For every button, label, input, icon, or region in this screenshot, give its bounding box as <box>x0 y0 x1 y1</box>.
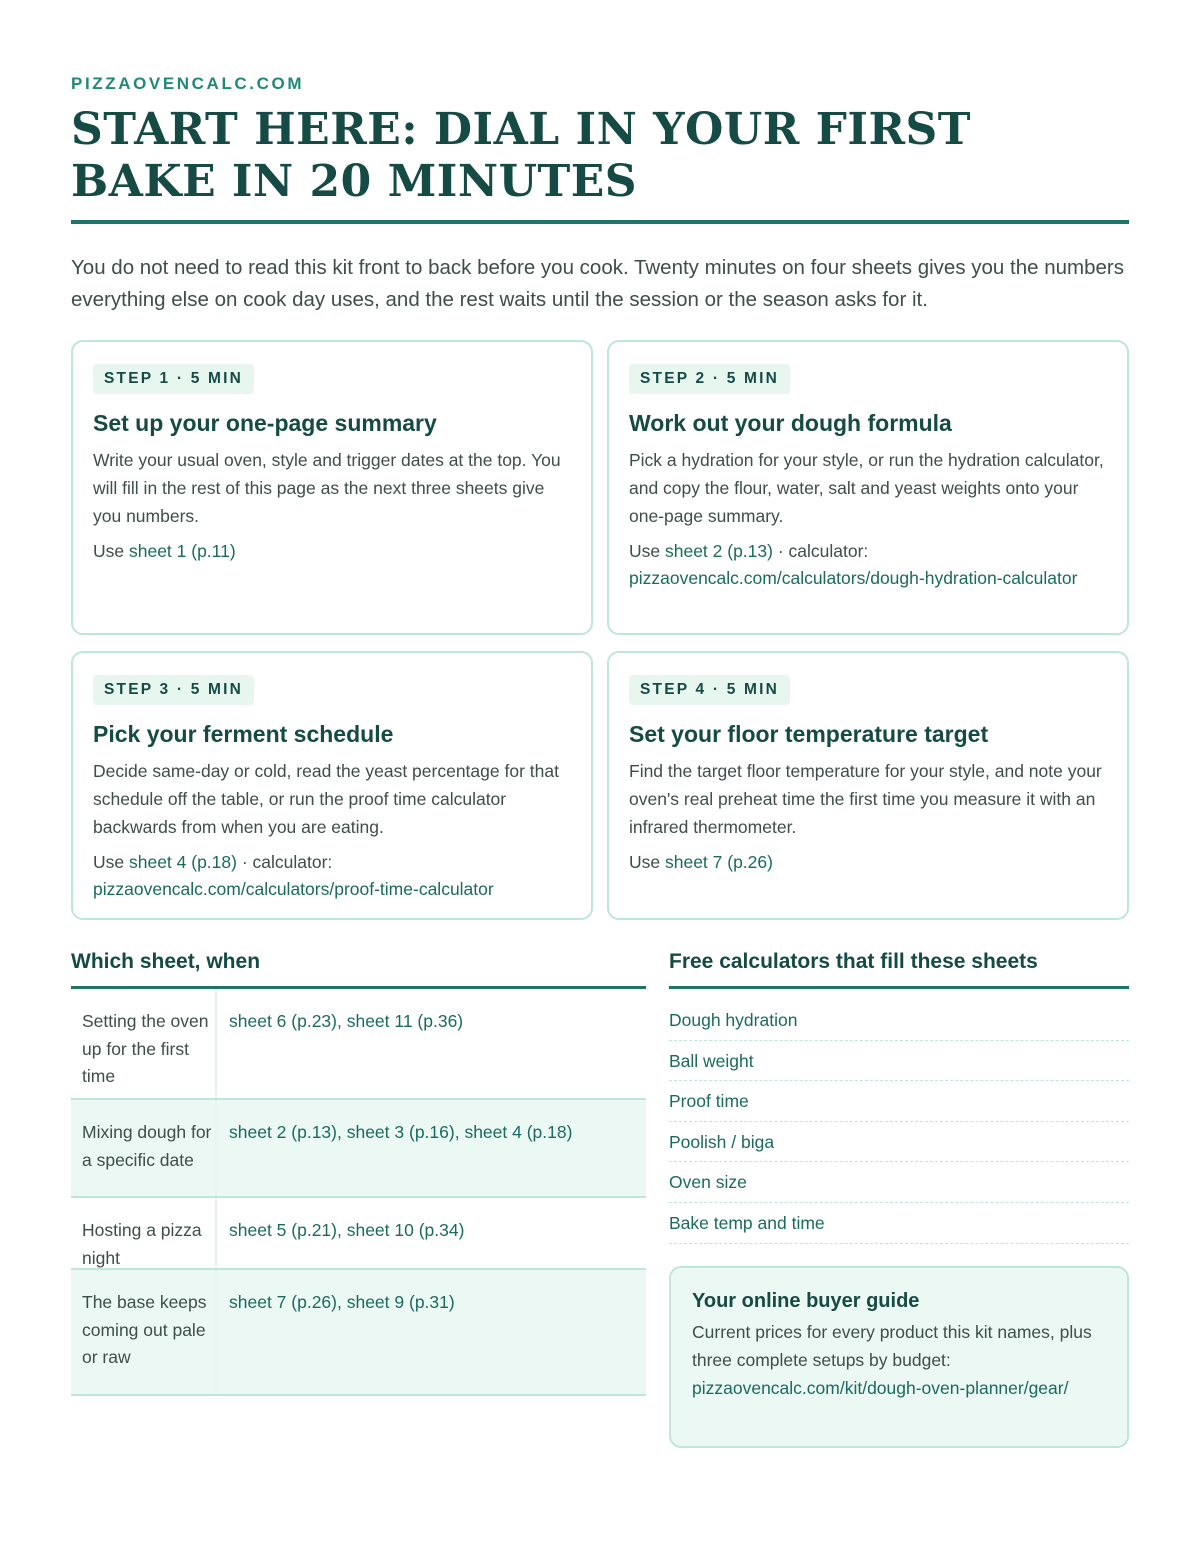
column-divider <box>215 1270 217 1394</box>
sheet-link[interactable]: sheet 4 (p.18) <box>128 852 237 872</box>
sheet-links: sheet 6 (p.23), sheet 11 (p.36) <box>229 1011 464 1031</box>
sheet-links: sheet 7 (p.26), sheet 9 (p.31) <box>229 1292 455 1312</box>
table-row <box>71 1100 646 1198</box>
use-prefix: Use <box>93 541 129 561</box>
situation-label: Hosting a pizza night <box>82 1220 202 1268</box>
calculator-prefix: · calculator: <box>772 541 869 561</box>
use-prefix: Use <box>629 541 665 561</box>
sheet-link[interactable]: sheet 3 (p.16) <box>346 1122 455 1142</box>
situation-label: Mixing dough for a specific date <box>82 1122 212 1170</box>
sheet-link[interactable]: sheet 7 (p.26) <box>664 852 773 872</box>
step-reference <box>629 538 1107 591</box>
page-title: START HERE: DIAL IN YOUR FIRST BAKE IN 20 MINUTES <box>71 104 972 207</box>
step-card-4 <box>607 651 1129 920</box>
column-divider <box>215 1198 217 1268</box>
sheet-link[interactable]: sheet 6 (p.23) <box>229 1011 337 1031</box>
calculator-link[interactable]: pizzaovencalc.com/calculators/proof-time-calculator <box>93 878 494 899</box>
step-title: Set your floor temperature target <box>629 721 989 747</box>
step-description: Find the target floor temperature for your style, and note your oven's real preheat time the first time you measure it with an infrared thermometer. <box>629 761 1102 837</box>
step-reference <box>93 538 571 565</box>
buyer-guide-description: Current prices for every product this kit names, plus three complete setups by budget: <box>692 1322 1092 1370</box>
buyer-guide-box <box>669 1266 1129 1448</box>
sheet-link[interactable]: sheet 2 (p.13) <box>664 541 773 561</box>
table-row <box>71 1198 646 1270</box>
calculator-link-dough-hydration[interactable]: Dough hydration <box>669 1000 1129 1041</box>
sheet-link[interactable]: sheet 2 (p.13) <box>229 1122 337 1142</box>
calculator-link-proof-time[interactable]: Proof time <box>669 1081 1129 1122</box>
intro-text: You do not need to read this kit front to back before you cook. Twenty minutes on four sheets gives you the numbers everything else on cook day uses, and the rest waits until the session or the season asks for it. <box>71 256 1124 311</box>
situation-label: The base keeps coming out pale or raw <box>82 1292 207 1367</box>
step-reference <box>93 849 571 902</box>
step-badge: STEP 2 · 5 MIN <box>629 364 790 394</box>
sheet-links: sheet 5 (p.21), sheet 10 (p.34) <box>229 1220 465 1240</box>
step-description: Pick a hydration for your style, or run the hydration calculator, and copy the flour, water, salt and yeast weights onto your one-page summary. <box>629 450 1104 526</box>
calculator-link-bake-temp[interactable]: Bake temp and time <box>669 1203 1129 1244</box>
which-sheet-table <box>71 989 646 1396</box>
buyer-guide-title: Your online buyer guide <box>692 1290 920 1312</box>
buyer-guide-link[interactable]: pizzaovencalc.com/kit/dough-oven-planner/gear/ <box>692 1378 1069 1398</box>
step-card-1 <box>71 340 593 635</box>
calculators-divider <box>669 986 1129 989</box>
sheet-links: sheet 2 (p.13), sheet 3 (p.16), sheet 4 (p.18) <box>229 1122 573 1142</box>
sheet-link[interactable]: sheet 10 (p.34) <box>346 1220 465 1240</box>
sheet-link[interactable]: sheet 7 (p.26) <box>229 1292 337 1312</box>
buyer-guide-text <box>692 1318 1107 1402</box>
step-badge: STEP 3 · 5 MIN <box>93 675 254 705</box>
step-badge: STEP 4 · 5 MIN <box>629 675 790 705</box>
calculators-heading: Free calculators that fill these sheets <box>669 950 1038 973</box>
step-title: Work out your dough formula <box>629 410 952 436</box>
use-prefix: Use <box>629 852 665 872</box>
table-row <box>71 1270 646 1396</box>
step-title: Set up your one-page summary <box>93 410 437 436</box>
which-sheet-heading: Which sheet, when <box>71 950 261 973</box>
use-prefix: Use <box>93 852 129 872</box>
situation-label: Setting the oven up for the first time <box>82 1011 209 1086</box>
calculator-link[interactable]: pizzaovencalc.com/calculators/dough-hydration-calculator <box>629 567 1078 588</box>
column-divider <box>215 989 217 1098</box>
calculator-prefix: · calculator: <box>236 852 333 872</box>
step-description: Decide same-day or cold, read the yeast percentage for that schedule off the table, or run the proof time calculator backwards from when you are eating. <box>93 761 559 837</box>
sheet-link[interactable]: sheet 1 (p.11) <box>128 541 236 561</box>
step-reference <box>629 849 1107 876</box>
step-title: Pick your ferment schedule <box>93 721 394 747</box>
title-divider <box>71 220 1129 224</box>
sheet-link[interactable]: sheet 5 (p.21) <box>229 1220 337 1240</box>
sheet-link[interactable]: sheet 9 (p.31) <box>346 1292 455 1312</box>
site-name: PIZZAOVENCALC.COM <box>71 74 305 93</box>
calculator-list <box>669 1000 1129 1244</box>
table-row <box>71 989 646 1100</box>
column-divider <box>215 1100 217 1196</box>
step-badge: STEP 1 · 5 MIN <box>93 364 254 394</box>
calculator-link-poolish-biga[interactable]: Poolish / biga <box>669 1122 1129 1163</box>
sheet-link[interactable]: sheet 11 (p.36) <box>346 1011 464 1031</box>
step-card-2 <box>607 340 1129 635</box>
step-description: Write your usual oven, style and trigger dates at the top. You will fill in the rest of this page as the next three sheets give you numbers. <box>93 450 561 526</box>
calculator-link-ball-weight[interactable]: Ball weight <box>669 1041 1129 1082</box>
sheet-link[interactable]: sheet 4 (p.18) <box>464 1122 573 1142</box>
step-card-3 <box>71 651 593 920</box>
calculator-link-oven-size[interactable]: Oven size <box>669 1162 1129 1203</box>
